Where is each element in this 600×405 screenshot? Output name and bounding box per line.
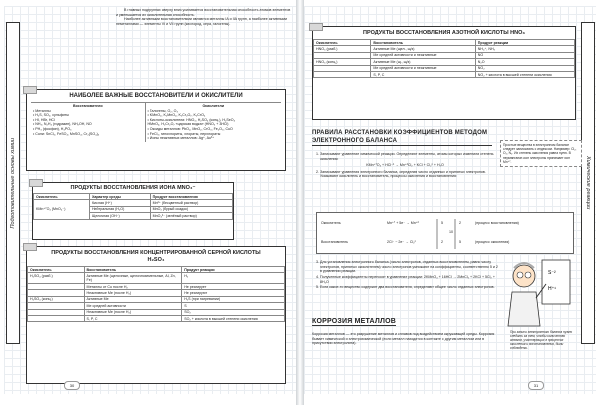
intro-paragraph-2: Наиболее активными восстановителями являются металлы IA и IIA групп, а наиболее активными неметаллами — элементы VI и VII групп (кислород, сера, галогены). [116,17,287,26]
oxidizer-item: • FeCl₃, гипохлориты, хлораты, перхлораты [147,131,221,136]
table-header: Характер среды [89,194,150,200]
table-cell: Me средней активности и неактивные [371,52,475,58]
table-cell: NH₄⁺, NH₃ [475,46,574,52]
sulfuric-acid-title: ПРОДУКТЫ ВОССТАНОВЛЕНИЯ КОНЦЕНТРИРОВАННОЙ СЕРНОЙ КИСЛОТЫ H₂SO₄ [51,250,261,263]
oxidizer-item: • Галогены, O₂, O₃ [147,108,178,113]
table-header: Окислитель [314,40,371,46]
electron-balance-scheme [316,212,574,254]
table-cell: NO₂ [475,65,574,71]
table-header: Продукт восстановления [150,194,232,200]
reducer-item: • PH₃ (фосфин), H₃PO₃ [33,126,72,131]
corrosion-heading: КОРРОЗИЯ МЕТАЛЛОВ [312,318,396,325]
method-step: 1. Записывают уравнение химической реакции. Определяют элементы, атомы которых изменили степень окисления: [320,152,498,161]
method-step: 3. Для установления электронного баланса (число электронов, отданных восстановителем, равно числу электронов, принятых окислителем) число электронов умножают на коэффициенты, соответственно 5 и 2 в уравнении реакции. [320,260,498,274]
oxidizer-item: • KMnO₄, K₂MnO₄, K₂Cr₂O₇, K₂CrO₄ [147,113,206,118]
reducer-label: Восстановитель [321,240,348,244]
table-cell: MnO₄²⁻ (зелёный раствор) [150,213,232,219]
method-step: 2. Записывают уравнения электронного баланса, определив число отданных и принятых электронов. Указывают окислитель и восстановитель, процессы окисления и восстановления: [320,170,498,179]
method-steps-continued [312,260,498,291]
process-label: (процесс восстановления) [475,221,519,225]
coefficient: 2 [459,221,461,225]
table-cell: Mn²⁺ (бесцветный раствор) [150,200,232,206]
table-cell: Активные Me (щ., щ/з) [371,59,475,65]
oxidizer-item: • Ионы неактивных металлов: Ag⁺, Au³⁺ [147,136,215,141]
reducer-item: • H₂S, SO₂, сульфиты [33,113,69,118]
reduction-half-equation: Mn⁺⁷ + 5e⁻ → Mn⁺² [387,221,419,225]
table-cell: NO₂ + кислота в высшей степени окисления [475,71,574,77]
oxidation-half-equation: 2Cl⁻ − 2e⁻ → Cl₂⁰ [387,240,417,244]
oxidizer-item: HMnO₄, H₂Cr₂O₇ «царская водка» (HNO₃ + 3HCl) [147,122,229,127]
paper-clip-icon [29,179,43,187]
reaction-equation: KMn⁺⁷O₄ + HCl⁻¹ → Mn⁺²Cl₂ + KCl + Cl₂⁰ + H₂O [366,163,444,168]
permanganate-box [32,182,234,240]
reducer-item: • Металлы [33,108,51,113]
table-header: Продукт реакции [182,267,285,273]
table-cell: NO [475,52,574,58]
table-cell: Неактивные Me (после H₂) [84,309,182,315]
table-row [28,315,285,321]
note-box [500,140,582,167]
right-sidebar-tab [581,22,595,344]
electron-balance-heading: ПРАВИЛА РАССТАНОВКИ КОЭФФИЦИЕНТОВ МЕТОДОМ ЭЛЕКТРОННОГО БАЛАНСА [312,130,492,146]
reducers-header: Восстановители [73,104,103,108]
reducer-item: • Соли: SnCl₂, FeSO₄, MnSO₄, Cr₂(SO₄)₃ [33,131,100,136]
oxidizer-label: Окислитель [321,221,341,225]
table-cell: S, P, C [84,315,182,321]
electron-count: 5 [441,221,443,225]
table-cell: Me средней активности и неактивные [371,65,475,71]
nitric-acid-box [312,26,576,120]
table-cell: N₂O [475,59,574,65]
page-number: 30 [64,381,80,390]
table-header: Окислитель [28,267,85,273]
table-cell: H₂S (при нагревании) [182,296,285,302]
left-page [4,6,296,394]
table-cell: Активные Me [84,296,182,302]
table-cell: Не реагируют [182,290,285,296]
table-cell: Активные Me (щелочные, щелочноземельные, Al, Zn, Fe) [84,273,182,284]
table-cell: Неактивные Me (после H₂) [84,290,182,296]
table-cell [314,71,371,77]
important-agents-title: НАИБОЛЕЕ ВАЖНЫЕ ВОССТАНОВИТЕЛИ И ОКИСЛИТЕЛИ [69,93,243,99]
table-cell: Активные Me (щел., щ/з) [371,46,475,52]
lcm-value: 10 [449,230,453,234]
professor-illustration [504,254,574,328]
intro-paragraph-1: В главных подгруппах сверху вниз усиливается восстановительная способность атомов элементов и уменьшается их окислительная способность. [116,8,291,17]
sulfuric-acid-table [27,266,285,322]
intro-text [116,8,292,26]
table-cell: HNO₃ (разб.) [314,46,371,52]
method-step: 5. Если какое-то вещество содержит два восстановителя, определяют общее число отданных электронов. [320,285,498,290]
corrosion-text: Коррозия металлов — это разрушение металлов и сплавов под воздействием окружающей среды. Коррозия бывает химической и электрохимической (если металл находится в контакте с другим металлом или в присутствии электролита). [312,332,495,346]
table-cell: S, P, C [371,71,475,77]
table-cell: Металлы от Cu после H₂ [84,283,182,289]
reducer-item: • NH₃, N₂H₄ (гидразин), NH₂OH, NO [33,122,92,127]
table-cell: MnO₂ (бурый осадок) [150,206,232,212]
table-cell: SO₂ [182,309,285,315]
left-sidebar-tab [6,22,20,344]
permanganate-table [33,193,233,220]
table-cell: H₂SO₄ (конц.) [28,296,85,302]
table-row [28,273,285,284]
table-cell: H₂ [182,273,285,284]
table-cell [28,315,85,321]
illustration-caption: При записи электронного баланса нужно следить за тем, чтобы количество атомов, участвующих в процессах окисления и восстановления, были соблюдены. [510,330,573,350]
page-number: 31 [528,381,544,390]
paper-clip-icon [23,243,37,251]
table-cell: S [182,303,285,309]
table-cell: SO₂ + кислота в высшей степени окисления [182,315,285,321]
oxidizers-header: Окислители [202,104,225,108]
right-page [304,6,596,394]
book-gutter [296,0,304,405]
table-cell: H₂SO₄ (разб.) [28,273,85,284]
table-header: Восстановитель [84,267,182,273]
table-cell: Нейтральная (H₂O) [89,206,150,212]
table-header: Восстановитель [371,40,475,46]
oxidizer-item: • Кислоты-окислители: HNO₃, H₂SO₄ (конц.), H₂SeO₄ [147,117,236,122]
nitric-acid-table [313,39,575,78]
right-sidebar-label: Химические реакции [585,156,591,210]
permanganate-title: ПРОДУКТЫ ВОССТАНОВЛЕНИЯ ИОНА MNO₄⁻ [70,185,196,191]
table-cell: Кислая (H⁺) [89,200,150,206]
table-cell: Не реагирует [182,283,285,289]
reducer-item: • HI, HBr, HCl [33,117,55,122]
balance-brackets [435,217,469,251]
oxidizer-item: • Оксиды металлов: PbO₂, MnO₂, CrO₃, Fe₂O₃, CuO [147,126,233,131]
method-steps [312,152,498,180]
process-label: (процесс окисления) [475,240,510,244]
paper-clip-icon [23,86,37,94]
board-formula: H⁺¹ [548,286,556,292]
table-header: Окислитель [34,194,90,200]
table-header: Продукт реакции [475,40,574,46]
sulfuric-acid-box [26,246,286,384]
table-cell: Щелочная (OH⁻) [89,213,150,219]
table-cell: KMn⁺⁷O₄ (MnO₄⁻) [34,200,90,219]
important-agents-box [26,89,286,171]
left-sidebar-label: Подготовительные основы химии [10,137,16,229]
board-formula: S⁻² [548,270,556,276]
reducers-column [31,103,146,142]
oxidizers-column [146,103,281,142]
nitric-acid-title: ПРОДУКТЫ ВОССТАНОВЛЕНИЯ АЗОТНОЙ КИСЛОТЫ HNO₃ [363,30,525,36]
electron-count: 2 [441,240,443,244]
note-text: Простые вещества в электронном балансе следует записывать с индексом. Например: Cl₂, O₂, N₂. Их степень окисления равна нулю. В перманганат-ион электроны принимает ион Mn⁺⁷. [503,143,577,164]
table-cell: Me средней активности [84,303,182,309]
table-cell: HNO₃ (конц.) [314,59,371,65]
table-row [314,71,575,77]
method-step: 4. Полученные коэффициенты переносят в уравнение реакции: 2KMnO₄ + 16HCl → 2MnCl₂ + 2KCl + 5Cl₂ + 8H₂O [320,275,498,284]
paper-clip-icon [309,23,323,31]
coefficient: 5 [459,240,461,244]
